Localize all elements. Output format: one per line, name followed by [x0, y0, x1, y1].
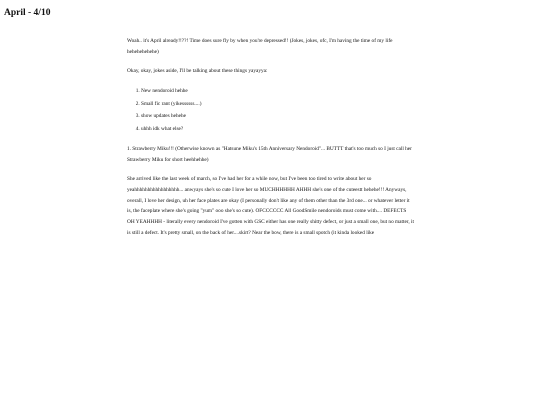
- post-intro-paragraph: Woah.. it's April already!!??! Time does sure fly by when you're depressed!! (Jokes, jokes, ofc, I'm having the time of my life hehehehehehe): [127, 38, 393, 55]
- list-item: 1. New nendoroid hehhe: [141, 85, 414, 98]
- blog-post: [127, 36, 414, 247]
- list-item: 3. show updates hehehe: [141, 110, 414, 123]
- list-item: 4. uhhh idk what else?: [141, 123, 414, 136]
- section-1-title: 1. Strawberry Miku!!! (Otherwise known as "Hatsune Miku's 15th Anniversary Nendoroid"... BUTTT that's too much so I just call her Strawberry Miku for short heehhehhe): [127, 145, 412, 163]
- topics-list: [127, 85, 414, 136]
- page-title: April - 4/10: [4, 8, 51, 18]
- list-item: 2. Small fic rant (yikessssss....): [141, 98, 414, 111]
- section-1-body: She arrived like the last week of march, so I've had her for a while now, but I've been too tired to write about her so yeahhhhhhhhhhhhhhhhh... anwyays she's so cute I love her so MUCHHHHHH AHHH she's one of the cuteestt hehehe!!! Anyways, overall, I love her design, uh her face plates are okay (I personally don't like any of them other than the 3rd one... or whatever letter it is, the faceplate where she's going "yum" ooo she's so cute). OFCCCCCC All GoodSmile nendoroids must come with.... DEFECTS OH YEAHHHH - literally every nendoroid I've gotten with GSC either has one really shitty defect, or just a small one, but no matter, it is still a defect. It's pretty small, on the back of her....skirt? Near the bow, there is a small spotch (it kinda looked like: [127, 175, 414, 237]
- post-topics-lead: Okay, okay, jokes aside, I'll be talking about these things yayayya:: [127, 67, 268, 74]
